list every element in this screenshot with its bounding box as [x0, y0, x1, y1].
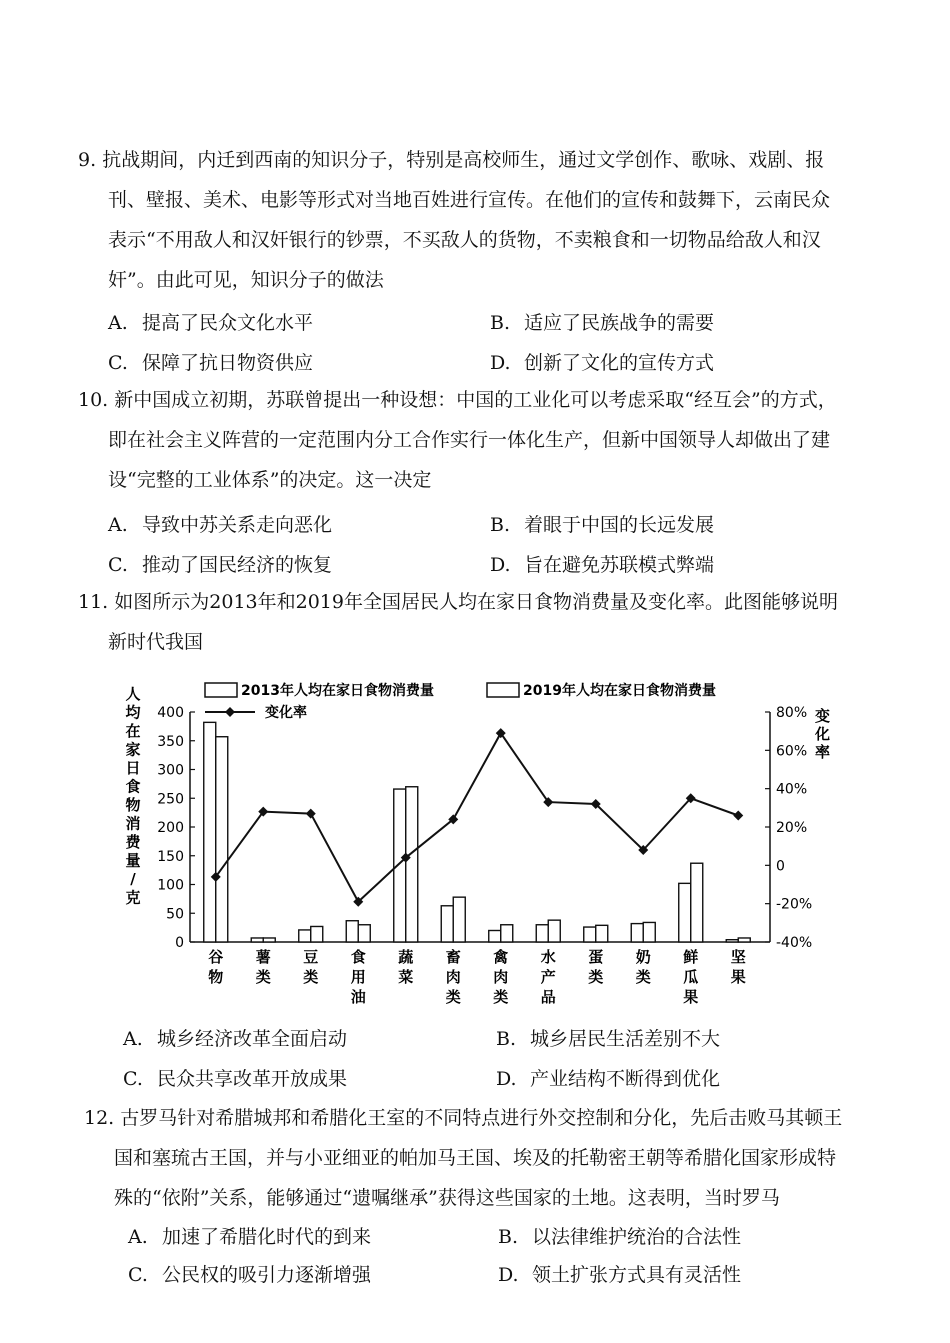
bar-2013: [489, 931, 501, 943]
y-label-char: 人: [125, 685, 141, 703]
bar-2019: [548, 920, 560, 942]
bar-2019: [263, 938, 275, 942]
legend-swatch-2013: [205, 683, 237, 697]
option-b[interactable]: B. 适应了民族战争的需要: [490, 312, 715, 334]
chart-legend: [205, 682, 716, 721]
y-tick-label: 300: [157, 762, 184, 779]
x-tick-label: 类: [303, 968, 319, 986]
bar-2019: [691, 863, 703, 942]
option-a[interactable]: A. 提高了民众文化水平: [108, 312, 314, 334]
bar-2013: [536, 925, 548, 942]
x-tick-label: 果: [683, 988, 699, 1006]
option-c[interactable]: C. 民众共享改革开放成果: [123, 1068, 348, 1090]
x-tick-label: 品: [540, 988, 556, 1006]
question-9: [78, 140, 878, 300]
y2-tick-label: 0: [776, 858, 785, 875]
legend-marker: [225, 707, 235, 717]
change-rate-point: [306, 809, 316, 819]
question-number: 12.: [84, 1107, 115, 1129]
x-tick-label: 水: [540, 948, 556, 966]
bar-2013: [679, 883, 691, 942]
option-b[interactable]: B. 着眼于中国的长远发展: [490, 514, 715, 536]
y-label-char: /: [130, 870, 136, 888]
y-tick-label: 350: [157, 733, 184, 750]
y-tick-label: 50: [166, 906, 184, 923]
y-label-char: 日: [125, 759, 141, 777]
bar-2019: [596, 925, 608, 942]
bar-2013: [726, 940, 738, 942]
bar-2019: [643, 922, 655, 942]
legend-label-2019: 2019年人均在家日食物消费量: [523, 683, 716, 699]
bar-2019: [358, 925, 370, 942]
bar-2019: [216, 737, 228, 942]
question-12: [84, 1098, 884, 1218]
y2-tick-label: -20%: [776, 896, 813, 913]
y-axis-label: [125, 685, 141, 907]
x-tick-label: 食: [350, 948, 366, 966]
x-tick-label: 类: [588, 968, 604, 986]
bar-2013: [204, 722, 216, 942]
change-rate-point: [733, 811, 743, 821]
question-text: 即在社会主义阵营的一定范围内分工合作实行一体化生产，但新中国领导人却做出了建: [108, 429, 831, 451]
question-text: 设“完整的工业体系”的决定。这一决定: [108, 469, 432, 491]
x-tick-label: 禽: [493, 948, 509, 966]
x-tick-label: 畜: [445, 948, 461, 966]
x-tick-label: 薯: [255, 948, 271, 966]
option-d[interactable]: D. 旨在避免苏联模式弊端: [490, 554, 715, 576]
x-tick-label: 坚: [730, 948, 746, 966]
x-tick-label: 肉: [493, 968, 509, 986]
question-text: 新中国成立初期，苏联曾提出一种设想：中国的工业化可以考虑采取“经互会”的方式，: [114, 389, 837, 411]
option-a[interactable]: A. 导致中苏关系走向恶化: [108, 514, 333, 536]
legend-label-rate: 变化率: [265, 705, 307, 721]
option-b[interactable]: B. 城乡居民生活差别不大: [496, 1028, 721, 1050]
y-tick-label: 400: [157, 705, 184, 721]
bar-2013: [346, 921, 358, 942]
x-tick-label: 类: [255, 968, 271, 986]
option-c[interactable]: C. 推动了国民经济的恢复: [108, 554, 333, 576]
change-rate-line: [216, 733, 739, 902]
y-label-char: 物: [125, 796, 141, 814]
x-tick-label: 谷: [208, 948, 224, 966]
question-text: 新时代我国: [108, 631, 204, 653]
question-10: [78, 380, 878, 500]
x-tick-label: 类: [635, 968, 651, 986]
x-tick-label: 油: [350, 988, 366, 1006]
option-c[interactable]: C. 公民权的吸引力逐渐增强: [128, 1264, 372, 1286]
y2-tick-label: 80%: [776, 705, 808, 721]
question-text: 殊的“依附”关系，能够通过“遗嘱继承”获得这些国家的土地。这表明，当时罗马: [114, 1187, 780, 1209]
bar-2013: [394, 789, 406, 942]
y-label-char: 费: [125, 833, 141, 851]
legend-swatch-2019: [487, 683, 519, 697]
bar-2013: [251, 938, 263, 942]
y-label-char: 消: [125, 814, 141, 833]
option-d[interactable]: D. 创新了文化的宣传方式: [490, 352, 715, 374]
y2-tick-label: 20%: [776, 820, 808, 836]
x-tick-label: 物: [208, 968, 224, 986]
legend-label-2013: 2013年人均在家日食物消费量: [241, 683, 434, 699]
question-text: 国和塞琉古王国，并与小亚细亚的帕加马王国、埃及的托勒密王朝等希腊化国家形成特: [114, 1147, 837, 1169]
y-label-char: 量: [125, 851, 141, 870]
question-text: 表示“不用敌人和汉奸银行的钞票，不买敌人的货物，不卖粮食和一切物品给敌人和汉: [108, 229, 821, 251]
x-tick-label: 类: [445, 988, 461, 1006]
bar-2013: [299, 930, 311, 942]
y2-label-char: 率: [814, 743, 830, 761]
option-d[interactable]: D. 产业结构不断得到优化: [496, 1068, 721, 1090]
option-a[interactable]: A. 城乡经济改革全面启动: [123, 1028, 348, 1050]
bar-2013: [584, 927, 596, 942]
x-tick-label: 用: [350, 968, 366, 986]
bar-2019: [406, 787, 418, 942]
option-b[interactable]: B. 以法律维护统治的合法性: [498, 1226, 742, 1248]
x-tick-label: 瓜: [683, 968, 699, 986]
bar-2019: [453, 897, 465, 942]
option-d[interactable]: D. 领土扩张方式具有灵活性: [498, 1264, 742, 1286]
y-tick-label: 100: [157, 877, 184, 894]
bar-2013: [631, 924, 643, 942]
bar-2019: [738, 938, 750, 942]
y2-tick-label: -40%: [776, 935, 813, 951]
question-text: 刊、壁报、美术、电影等形式对当地百姓进行宣传。在他们的宣传和鼓舞下，云南民众: [108, 189, 831, 211]
y2-label-char: 化: [814, 725, 830, 743]
question-number: 10.: [78, 389, 109, 411]
y-label-char: 食: [125, 777, 141, 796]
question-number: 9.: [78, 149, 97, 171]
x-tick-label: 果: [730, 968, 746, 986]
x-tick-label: 肉: [445, 968, 461, 986]
x-tick-label: 奶: [635, 948, 651, 966]
question-11: [78, 582, 878, 662]
y-tick-label: 150: [157, 848, 184, 865]
y2-tick-label: 40%: [776, 781, 808, 798]
x-tick-label: 鲜: [683, 948, 699, 966]
question-number: 11.: [78, 591, 109, 613]
x-tick-label: 类: [493, 988, 509, 1006]
food-consumption-chart: [115, 675, 835, 1015]
y-tick-label: 0: [175, 935, 184, 951]
x-tick-label: 蔬: [398, 948, 414, 966]
option-a[interactable]: A. 加速了希腊化时代的到来: [128, 1226, 372, 1248]
x-tick-label: 菜: [398, 968, 414, 986]
x-tick-label: 产: [540, 968, 556, 986]
question-text: 奸”。由此可见，知识分子的做法: [108, 269, 384, 291]
question-text: 抗战期间，内迁到西南的知识分子，特别是高校师生，通过文学创作、歌咏、戏剧、报: [102, 149, 825, 171]
question-text: 古罗马针对希腊城邦和希腊化王室的不同特点进行外交控制和分化，先后击败马其顿王: [120, 1107, 843, 1129]
question-text: 如图所示为2013年和2019年全国居民人均在家日食物消费量及变化率。此图能够说明: [114, 591, 838, 613]
y2-axis-label: [814, 707, 830, 761]
y-label-char: 克: [125, 888, 141, 907]
bar-2013: [441, 906, 453, 942]
y-label-char: 在: [125, 722, 141, 740]
bar-2019: [501, 925, 513, 942]
y-tick-label: 250: [157, 791, 184, 808]
y-label-char: 均: [125, 703, 141, 722]
y-tick-label: 200: [157, 820, 184, 836]
y-label-char: 家: [125, 740, 141, 759]
x-tick-label: 豆: [303, 948, 319, 966]
bar-2019: [311, 926, 323, 942]
option-c[interactable]: C. 保障了抗日物资供应: [108, 352, 314, 374]
y2-label-char: 变: [814, 707, 830, 725]
x-tick-label: 蛋: [588, 948, 604, 966]
y2-tick-label: 60%: [776, 743, 808, 760]
